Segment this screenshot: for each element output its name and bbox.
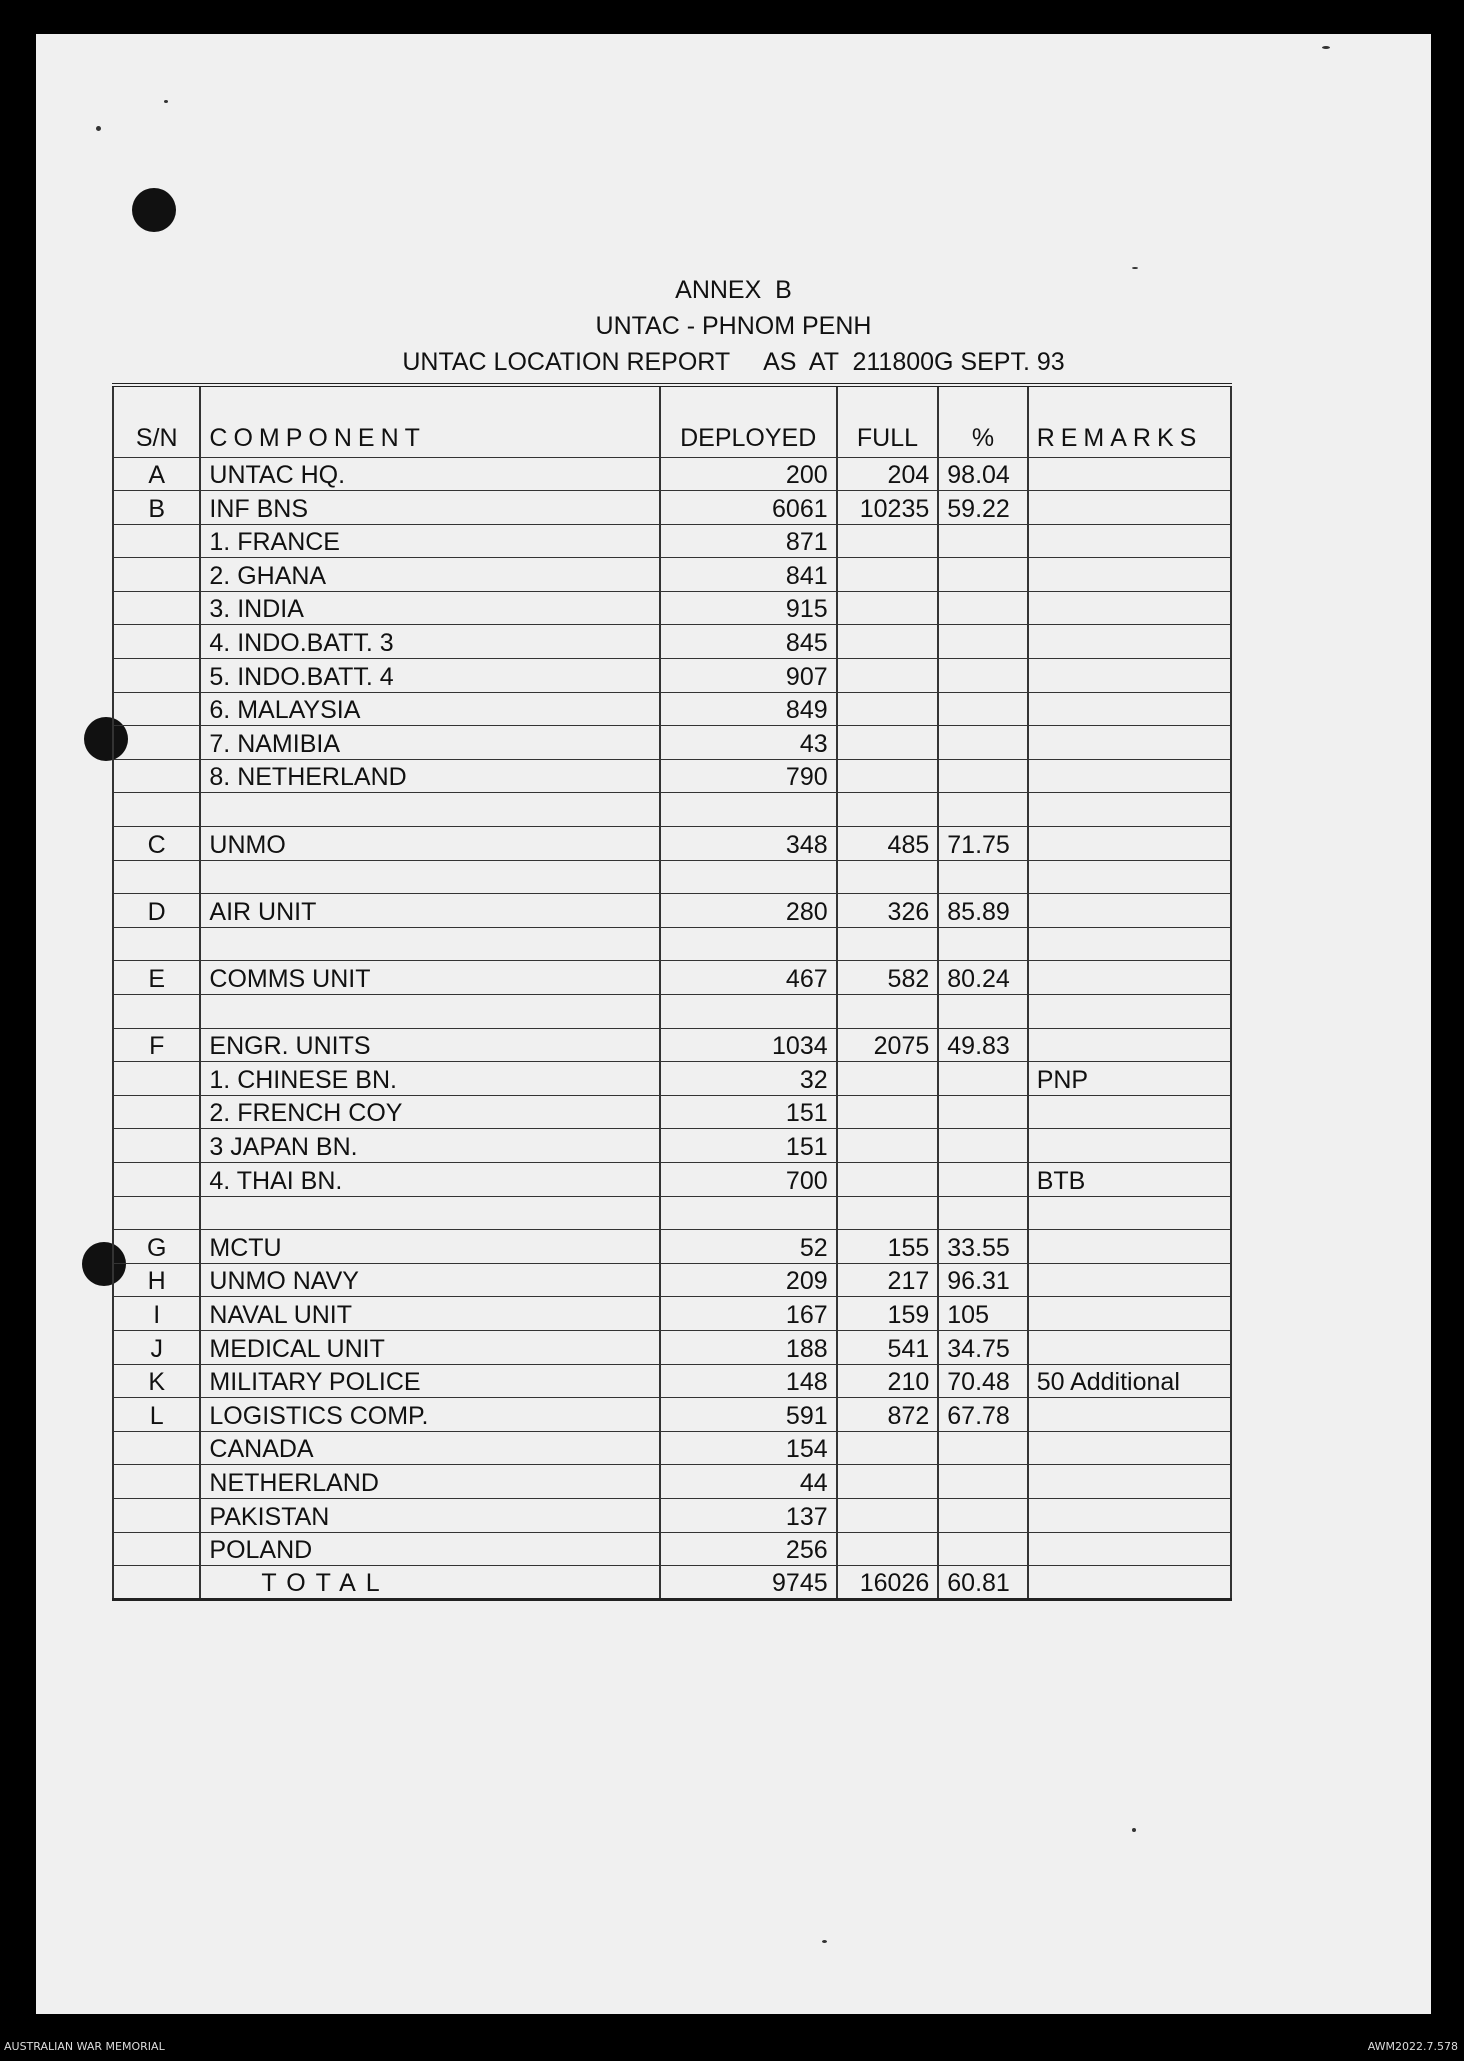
table-row [113,1330,1231,1364]
component-cell: UNMO NAVY [200,1263,659,1297]
percent-cell [938,524,1027,558]
component-cell: MEDICAL UNIT [200,1330,659,1364]
full-cell: 155 [837,1230,939,1264]
percent-cell [938,625,1027,659]
remarks-cell [1028,1028,1231,1062]
table-row [113,1028,1231,1062]
speck [96,126,101,131]
full-cell [837,927,939,961]
archive-reference: AWM2022.7.578 [1367,2040,1458,2053]
deployed-cell [660,793,837,827]
full-cell [837,524,939,558]
remarks-cell [1028,995,1231,1029]
sn-cell [113,1431,200,1465]
column-header-deployed: DEPLOYED [660,385,837,457]
deployed-cell: 43 [660,726,837,760]
percent-cell [938,860,1027,894]
table-row [113,1230,1231,1264]
percent-cell [938,726,1027,760]
sn-cell [113,726,200,760]
deployed-cell: 209 [660,1263,837,1297]
table-row [113,860,1231,894]
remarks-cell [1028,961,1231,995]
full-cell: 159 [837,1297,939,1331]
full-cell [837,1465,939,1499]
report-title: UNTAC LOCATION REPORT AS AT 211800G SEPT. 93 [402,348,1065,376]
remarks-cell [1028,927,1231,961]
deployed-cell: 348 [660,827,837,861]
remarks-cell: PNP [1028,1062,1231,1096]
percent-cell [938,1532,1027,1566]
sn-cell: H [113,1263,200,1297]
component-cell [200,927,659,961]
component-cell [200,1196,659,1230]
percent-cell: 80.24 [938,961,1027,995]
deployed-cell: 151 [660,1129,837,1163]
component-cell [200,860,659,894]
percent-cell [938,759,1027,793]
percent-cell [938,1162,1027,1196]
component-cell: 4. THAI BN. [200,1162,659,1196]
deployed-cell: 1034 [660,1028,837,1062]
sn-cell: L [113,1398,200,1432]
table-row [113,759,1231,793]
annex-label: ANNEX B [675,276,792,304]
total-deployed: 9745 [660,1566,837,1600]
remarks-cell [1028,1297,1231,1331]
sn-cell [113,659,200,693]
full-cell [837,659,939,693]
deployed-cell: 148 [660,1364,837,1398]
deployed-cell [660,995,837,1029]
component-cell: ENGR. UNITS [200,1028,659,1062]
percent-cell: 33.55 [938,1230,1027,1264]
table-row [113,659,1231,693]
component-cell: 2. FRENCH COY [200,1095,659,1129]
percent-cell: 98.04 [938,457,1027,491]
table-row [113,1062,1231,1096]
table-row [113,995,1231,1029]
sn-cell [113,1498,200,1532]
deployed-cell: 52 [660,1230,837,1264]
remarks-cell [1028,692,1231,726]
percent-cell [938,1431,1027,1465]
remarks-cell [1028,1263,1231,1297]
remarks-cell [1028,659,1231,693]
component-cell: LOGISTICS COMP. [200,1398,659,1432]
sn-cell [113,995,200,1029]
table-row [113,894,1231,928]
total-full: 16026 [837,1566,939,1600]
full-cell: 10235 [837,491,939,525]
sn-cell: E [113,961,200,995]
speck [1132,267,1138,269]
remarks-cell [1028,1129,1231,1163]
table-row [113,692,1231,726]
component-cell: COMMS UNIT [200,961,659,995]
deployed-cell: 151 [660,1095,837,1129]
table-row [113,625,1231,659]
sn-cell: D [113,894,200,928]
percent-cell: 34.75 [938,1330,1027,1364]
sn-cell [113,1095,200,1129]
sn-cell [113,860,200,894]
component-cell: NAVAL UNIT [200,1297,659,1331]
total-row [113,1566,1231,1600]
sn-cell [113,1196,200,1230]
column-header-percent: % [938,385,1027,457]
archive-credit: AUSTRALIAN WAR MEMORIAL [4,2040,165,2053]
full-cell: 582 [837,961,939,995]
table-row [113,1364,1231,1398]
full-cell [837,692,939,726]
speck [822,1940,827,1943]
deployed-cell: 188 [660,1330,837,1364]
table-row [113,1465,1231,1499]
component-cell: 3 JAPAN BN. [200,1129,659,1163]
location-report-table [112,383,1232,1601]
remarks-cell: BTB [1028,1162,1231,1196]
mission-title: UNTAC - PHNOM PENH [595,312,872,340]
full-cell [837,793,939,827]
component-cell: MCTU [200,1230,659,1264]
sn-cell [113,1465,200,1499]
remarks-cell: 50 Additional [1028,1364,1231,1398]
table-row [113,1196,1231,1230]
deployed-cell: 841 [660,558,837,592]
percent-cell [938,1095,1027,1129]
remarks-cell [1028,524,1231,558]
component-cell: 4. INDO.BATT. 3 [200,625,659,659]
table-row [113,491,1231,525]
full-cell [837,759,939,793]
sn-cell: G [113,1230,200,1264]
sn-cell: C [113,827,200,861]
table-row [113,793,1231,827]
sn-cell: I [113,1297,200,1331]
full-cell [837,860,939,894]
component-cell: 3. INDIA [200,591,659,625]
component-cell: UNMO [200,827,659,861]
percent-cell [938,995,1027,1029]
full-cell: 541 [837,1330,939,1364]
full-cell [837,1498,939,1532]
remarks-cell [1028,558,1231,592]
table-row [113,1095,1231,1129]
column-header-sn: S/N [113,385,200,457]
sn-cell [113,927,200,961]
full-cell [837,591,939,625]
full-cell [837,1196,939,1230]
remarks-cell [1028,860,1231,894]
percent-cell [938,692,1027,726]
deployed-cell: 790 [660,759,837,793]
total-label: TOTAL [200,1566,659,1600]
full-cell: 2075 [837,1028,939,1062]
sn-cell [113,692,200,726]
component-cell: MILITARY POLICE [200,1364,659,1398]
deployed-cell: 256 [660,1532,837,1566]
column-header-full: FULL [837,385,939,457]
speck [164,100,168,103]
deployed-cell: 154 [660,1431,837,1465]
full-cell [837,995,939,1029]
column-header-component: COMPONENT [200,385,659,457]
remarks-cell [1028,894,1231,928]
table-row [113,927,1231,961]
full-cell: 204 [837,457,939,491]
sn-cell [113,793,200,827]
remarks-cell [1028,1330,1231,1364]
component-cell: 8. NETHERLAND [200,759,659,793]
deployed-cell: 200 [660,457,837,491]
table-row [113,1498,1231,1532]
deployed-cell: 6061 [660,491,837,525]
percent-cell [938,927,1027,961]
deployed-cell: 907 [660,659,837,693]
percent-cell: 71.75 [938,827,1027,861]
full-cell [837,1162,939,1196]
percent-cell [938,1498,1027,1532]
table-body [113,457,1231,1566]
column-header-remarks: REMARKS [1028,385,1231,457]
sn-cell [113,625,200,659]
table-row [113,1162,1231,1196]
percent-cell [938,1062,1027,1096]
percent-cell [938,793,1027,827]
component-cell: PAKISTAN [200,1498,659,1532]
remarks-cell [1028,1398,1231,1432]
deployed-cell: 280 [660,894,837,928]
table-row [113,961,1231,995]
deployed-cell: 137 [660,1498,837,1532]
full-cell: 326 [837,894,939,928]
percent-cell: 85.89 [938,894,1027,928]
remarks-cell [1028,625,1231,659]
table-row [113,591,1231,625]
full-cell [837,1431,939,1465]
total-remarks-cell [1028,1566,1231,1600]
component-cell: 5. INDO.BATT. 4 [200,659,659,693]
percent-cell [938,659,1027,693]
remarks-cell [1028,1230,1231,1264]
total-sn-cell [113,1566,200,1600]
full-cell: 210 [837,1364,939,1398]
table-row [113,726,1231,760]
percent-cell [938,591,1027,625]
table-row [113,524,1231,558]
deployed-cell: 849 [660,692,837,726]
deployed-cell [660,1196,837,1230]
remarks-cell [1028,1431,1231,1465]
component-cell: 1. FRANCE [200,524,659,558]
sn-cell: K [113,1364,200,1398]
sn-cell [113,1532,200,1566]
sn-cell: A [113,457,200,491]
percent-cell: 67.78 [938,1398,1027,1432]
deployed-cell: 167 [660,1297,837,1331]
component-cell: CANADA [200,1431,659,1465]
sn-cell [113,1129,200,1163]
percent-cell: 49.83 [938,1028,1027,1062]
remarks-cell [1028,457,1231,491]
full-cell [837,1129,939,1163]
component-cell: POLAND [200,1532,659,1566]
table-row [113,1129,1231,1163]
full-cell [837,1095,939,1129]
sn-cell [113,759,200,793]
deployed-cell: 32 [660,1062,837,1096]
sn-cell: B [113,491,200,525]
component-cell: INF BNS [200,491,659,525]
total-percent: 60.81 [938,1566,1027,1600]
component-cell: 7. NAMIBIA [200,726,659,760]
remarks-cell [1028,726,1231,760]
deployed-cell: 700 [660,1162,837,1196]
component-cell: NETHERLAND [200,1465,659,1499]
table-row [113,827,1231,861]
deployed-cell: 591 [660,1398,837,1432]
remarks-cell [1028,759,1231,793]
remarks-cell [1028,1196,1231,1230]
percent-cell [938,558,1027,592]
deployed-cell: 44 [660,1465,837,1499]
percent-cell [938,1196,1027,1230]
sn-cell: J [113,1330,200,1364]
table-row [113,1431,1231,1465]
remarks-cell [1028,1532,1231,1566]
full-cell [837,625,939,659]
header-row [113,385,1231,457]
table-row [113,457,1231,491]
percent-cell: 105 [938,1297,1027,1331]
deployed-cell [660,860,837,894]
table-row [113,1297,1231,1331]
full-cell: 485 [837,827,939,861]
sn-cell [113,558,200,592]
sn-cell: F [113,1028,200,1062]
remarks-cell [1028,1095,1231,1129]
component-cell: 6. MALAYSIA [200,692,659,726]
full-cell [837,558,939,592]
deployed-cell: 871 [660,524,837,558]
percent-cell: 96.31 [938,1263,1027,1297]
remarks-cell [1028,1465,1231,1499]
component-cell: 2. GHANA [200,558,659,592]
speck [1132,1828,1136,1832]
full-cell: 217 [837,1263,939,1297]
deployed-cell: 467 [660,961,837,995]
full-cell [837,1532,939,1566]
deployed-cell: 845 [660,625,837,659]
table-row [113,1398,1231,1432]
remarks-cell [1028,827,1231,861]
percent-cell: 70.48 [938,1364,1027,1398]
full-cell [837,1062,939,1096]
punch-hole [132,188,176,232]
component-cell: AIR UNIT [200,894,659,928]
percent-cell [938,1129,1027,1163]
table-row [113,1532,1231,1566]
deployed-cell [660,927,837,961]
component-cell: 1. CHINESE BN. [200,1062,659,1096]
sn-cell [113,524,200,558]
deployed-cell: 915 [660,591,837,625]
table-row [113,558,1231,592]
sn-cell [113,1162,200,1196]
full-cell: 872 [837,1398,939,1432]
remarks-cell [1028,591,1231,625]
full-cell [837,726,939,760]
sn-cell [113,1062,200,1096]
component-cell [200,793,659,827]
component-cell: UNTAC HQ. [200,457,659,491]
table-row [113,1263,1231,1297]
percent-cell: 59.22 [938,491,1027,525]
remarks-cell [1028,491,1231,525]
component-cell [200,995,659,1029]
remarks-cell [1028,793,1231,827]
speck [1322,46,1330,49]
remarks-cell [1028,1498,1231,1532]
sn-cell [113,591,200,625]
percent-cell [938,1465,1027,1499]
